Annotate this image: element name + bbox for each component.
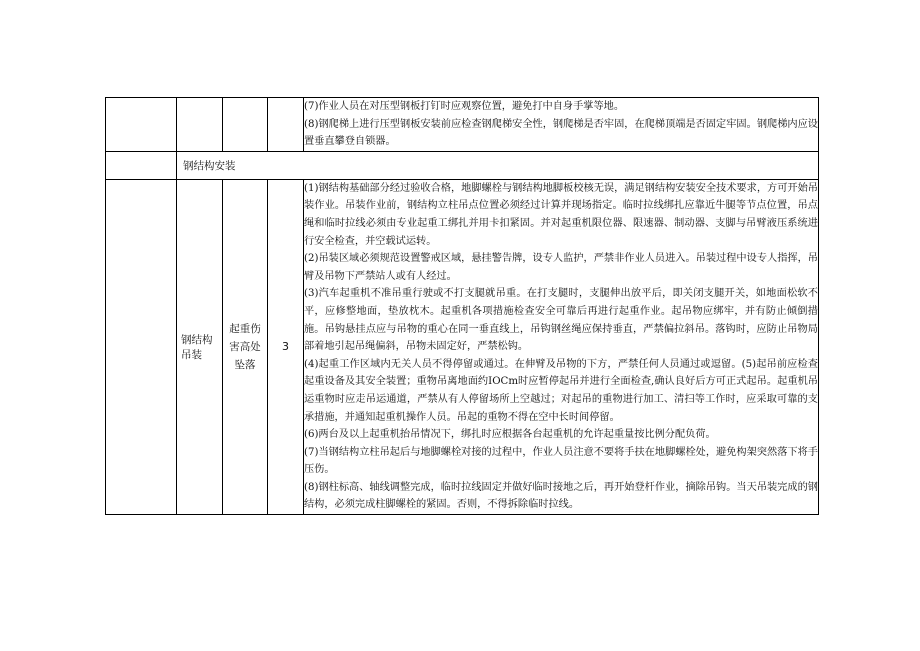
measure-item: (4)起重工作区域内无关人员不得停留或通过。在伸臂及吊物的下方，严禁任何人员通过或逗留。(5)起吊前应检查起重设备及其安全装置；重物吊离地面约IOCm时应暂停起吊并进行全面检查,确认良好后方可正式起吊。起重机吊运重物时应走吊运通道，严禁从有人停留场所上空越过；对起吊的重物进行加工、清扫等工作时，应采取可靠的支承措施，并通知起重机操作人员。吊起的重物不得在空中长时间停留。 [304, 358, 818, 423]
hazard-type: 起重伤害高处坠落 [223, 179, 268, 514]
cell-empty [268, 98, 304, 152]
measure-item: (3)汽车起重机不准吊重行驶或不打支腿就吊重。在打支腿时，支腿伸出放平后，即关闭支腿开关，如地面松软不平，应修整地面，垫放枕木。起重机各项措施检查安全可靠后再进行起重作业。起吊物应绑牢，并有防止倾倒措施。吊钩悬挂点应与吊物的重心在同一垂直线上，吊钩钢丝绳应保持垂直，严禁偏拉斜吊。落钩时，应防止吊物局部着地引起吊绳偏斜，吊物未固定好，严禁松钩。 [304, 288, 818, 353]
work-item-name: 钢结构吊装 [177, 179, 223, 514]
section-title: 钢结构安装 [177, 151, 819, 179]
cell-empty [106, 179, 177, 514]
risk-grade: 3 [268, 179, 304, 514]
safety-measures-table [105, 97, 819, 515]
measure-item: (7)作业人员在对压型钢板打钉时应观察位置，避免打中自身手掌等地。 [304, 101, 625, 112]
table-row-lifting [106, 179, 819, 514]
measure-item: (2)吊装区域必须规范设置警戒区域，悬挂警告牌，设专人监护，严禁非作业人员进入。吊装过程中设专人指挥，吊臂及吊物下严禁站人或有人经过。 [304, 253, 818, 282]
measure-item: (6)两台及以上起重机抬吊情况下，绑扎时应根据各台起重机的允许起重量按比例分配负荷。 [304, 429, 716, 441]
table-row-continuation [106, 98, 819, 152]
cell-empty [106, 98, 177, 152]
cell-empty [177, 98, 223, 152]
measure-item: (8)钢爬梯上进行压型钢板安装前应检查钢爬梯安全性，钢爬梯是否牢固，在爬梯顶端是否固定牢固。钢爬梯内应设置垂直攀登自锁器。 [304, 118, 818, 148]
measure-item: (1)钢结构基础部分经过验收合格，地脚螺栓与钢结构地脚板校核无误，满足钢结构安装安全技术要求，方可开始吊装作业。吊装作业前，钢结构立柱吊点位置必须经过计算并现场指定。临时拉线绑扎应靠近牛腿等节点位置，吊点绳和临时拉线必须由专业起重工绑扎并用卡扣紧固。并对起重机限位器、限速器、制动器、支脚与吊臂液压系统进行安全检查，并空载试运转。 [304, 182, 818, 247]
measure-item: (8)钢柱标高、轴线调整完成，临时拉线固定并做好临时接地之后，再开始登杆作业，摘除吊钩。当天吊装完成的钢结构，必须完成柱脚螺栓的紧固。否则，不得拆除临时拉线。 [304, 481, 818, 511]
cell-empty [223, 98, 268, 152]
table-row-section [106, 151, 819, 179]
measures-cell [304, 98, 819, 152]
measures-cell [304, 179, 819, 514]
cell-empty [106, 151, 177, 179]
measure-item: (7)当钢结构立柱吊起后与地脚螺栓对接的过程中，作业人员注意不要将手扶在地脚螺栓处，避免构架突然落下将手压伤。 [304, 446, 818, 476]
